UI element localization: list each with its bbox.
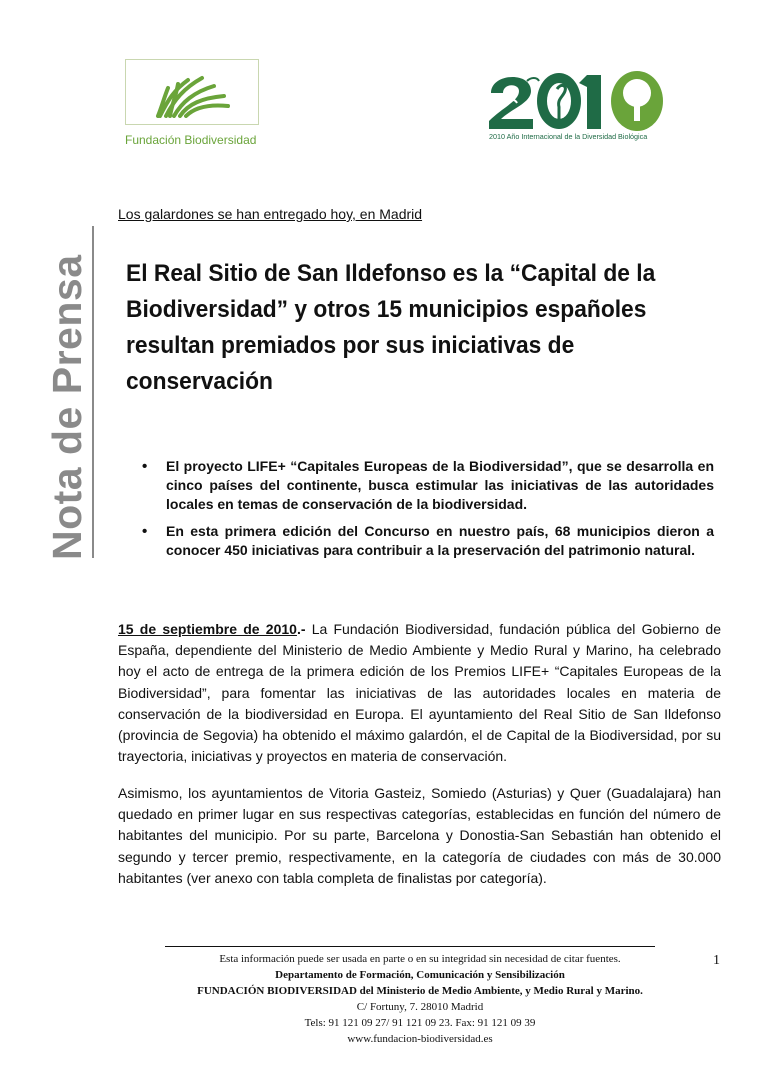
footer-note: Esta información puede ser usada en parte o en su integridad sin necesidad de citar fuentes. bbox=[219, 953, 621, 965]
page-number: 1 bbox=[713, 953, 720, 968]
year-2010-logo bbox=[487, 63, 687, 147]
bullet-item: • El proyecto LIFE+ “Capitales Europeas de la Biodiversidad”, que se desarrolla en cinco países del continente, busca estimular las iniciativas de las autoridades locales en temas de conservación de la biodiversidad. bbox=[140, 457, 714, 514]
footer bbox=[100, 951, 740, 1047]
footer-website[interactable]: www.fundacion-biodiversidad.es bbox=[347, 1033, 493, 1045]
headline: El Real Sitio de San Ildefonso es la “Capital de la Biodiversidad” y otros 15 municipios españoles resultan premiados por sus iniciativas de conservación bbox=[126, 260, 656, 395]
footer-divider bbox=[165, 946, 655, 947]
footer-organization: FUNDACIÓN BIODIVERSIDAD del Ministerio de Medio Ambiente, y Medio Rural y Marino. bbox=[197, 985, 643, 997]
footer-department: Departamento de Formación, Comunicación y Sensibilización bbox=[275, 969, 565, 981]
body-paragraph-2: Asimismo, los ayuntamientos de Vitoria Gasteiz, Somiedo (Asturias) y Quer (Guadalajara) han quedado en primer lugar en sus respectivas categorías, establecidas en función del número de habitantes del municipio. Por su parte, Barcelona y Donostia-San Sebastián han obtenido el segundo y tercer premio, respectivamente, en la categoría de ciudades con más de 30.000 habitantes (ver anexo con tabla completa de finalistas por categoría). bbox=[118, 785, 721, 886]
kicker: Los galardones se han entregado hoy, en Madrid bbox=[118, 206, 423, 222]
date-separator: .- bbox=[296, 621, 306, 637]
dateline: 15 de septiembre de 2010 bbox=[118, 621, 297, 637]
paragraph-text: La Fundación Biodiversidad, fundación pública del Gobierno de España, dependiente del Ministerio de Medio Ambiente y Medio Rural y Marino, ha celebrado hoy el acto de entrega de la primera edición de los Premios LIFE+ “Capitales Europeas de la Biodiversidad”, para fomentar las iniciativas de las autoridades locales en materia de conservación de la biodiversidad en Europa. El ayuntamiento del Real Sitio de San Ildefonso (provincia de Segovia) ha obtenido el máximo galardón, el de Capital de la Biodiversidad, por su trayectoria, iniciativas y proyectos en materia de conservación. bbox=[118, 621, 721, 765]
biodiversity-2010-icon bbox=[487, 63, 687, 133]
logo-name: Fundación Biodiversidad bbox=[125, 133, 257, 147]
side-rule bbox=[92, 226, 94, 558]
body-paragraph-1 bbox=[118, 619, 721, 767]
fundacion-biodiversidad-logo bbox=[125, 59, 259, 151]
side-label: Nota de Prensa bbox=[44, 254, 90, 560]
logo-frame bbox=[125, 59, 259, 125]
bullet-item: • En esta primera edición del Concurso en nuestro país, 68 municipios dieron a conocer 450 iniciativas para contribuir a la preservación del patrimonio natural. bbox=[140, 522, 714, 560]
grass-icon bbox=[154, 70, 234, 118]
year-logo-tagline: 2010 Año Internacional de la Diversidad Biológica bbox=[489, 132, 648, 141]
footer-address: C/ Fortuny, 7. 28010 Madrid bbox=[356, 1001, 484, 1013]
footer-phones: Tels: 91 121 09 27/ 91 121 09 23. Fax: 91 121 09 39 bbox=[304, 1017, 536, 1029]
summary-bullets bbox=[140, 457, 714, 568]
